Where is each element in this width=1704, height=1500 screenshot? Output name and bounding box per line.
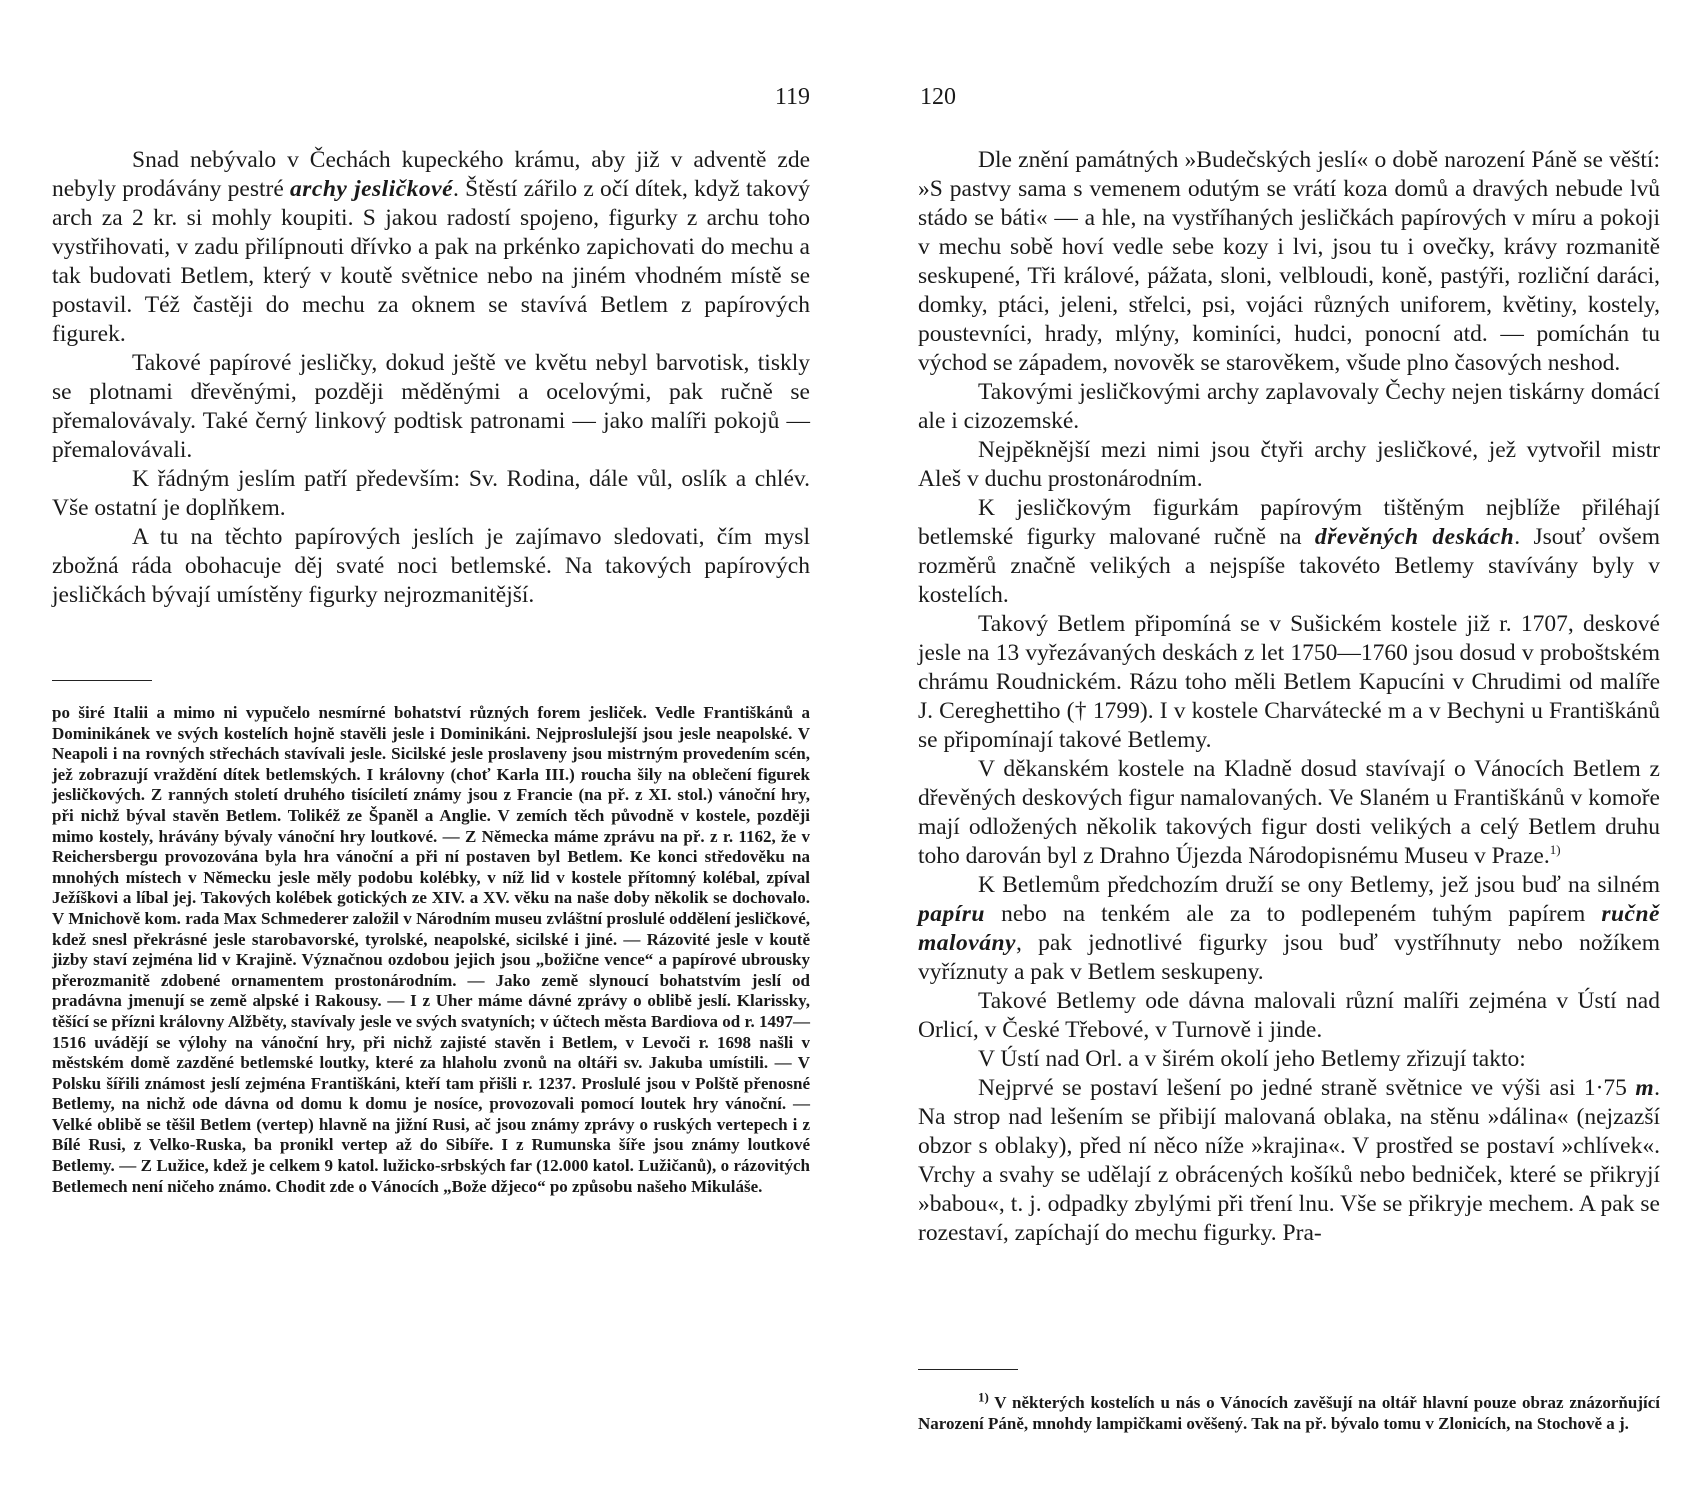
text-run: V děkanském kostele na Kladně dosud stavívají o Vánocích Betlem z dřevěných deskových figur namalovaných. Ve Slaném u Františkánů v komoře mají odložených několik takových figur dosti velikých a celý Betlem druhu toho darován byl z Drahno Újezda Národopisnému Museu v Praze. xyxy=(918,756,1660,869)
main-text xyxy=(52,146,810,610)
paragraph xyxy=(918,494,1660,610)
footnote-marker: 1) xyxy=(978,1389,989,1405)
text-run: Nejprvé se postaví lešení po jedné straně světnice ve výši asi 1·75 xyxy=(978,1075,1636,1101)
text-run: K řádným jeslím patří především: Sv. Rodina, dále vůl, oslík a chlév. Vše ostatní je doplňkem. xyxy=(52,466,810,521)
emphasized-text: archy jesličkové xyxy=(290,176,454,202)
text-run: Nejpěknější mezi nimi jsou čtyři archy jesličkové, jež vytvořil mistr Aleš v duchu prostonárodním. xyxy=(918,437,1660,492)
paragraph xyxy=(918,755,1660,871)
footnote-reference: 1) xyxy=(1549,842,1561,858)
emphasized-text: ručně malovány xyxy=(918,901,1660,956)
text-run: A tu na těchto papírových jeslích je zajímavo sledovati, čím mysl zbožná ráda obohacuje děj svaté noci betlemské. Na takových papírových jesličkách bývají umístěny figurky nejrozmanitější. xyxy=(52,524,810,608)
footnote-text: V některých kostelích u nás o Vánocích zavěšují na oltář hlavní pouze obraz znázorňující Narození Páně, mnohdy lampičkami ověšený. Tak na př. bývalo tomu v Zlonicích, na Stochově a j. xyxy=(918,1393,1660,1433)
text-run: K jesličkovým figurkám papírovým tištěným nejblíže přiléhají betlemské figurky malované ručně na xyxy=(918,495,1660,550)
paragraph xyxy=(918,871,1660,987)
paragraph xyxy=(52,146,810,349)
paragraph xyxy=(918,610,1660,755)
main-text xyxy=(918,146,1660,1248)
paragraph xyxy=(52,523,810,610)
paragraph xyxy=(52,349,810,465)
paragraph xyxy=(918,1045,1660,1074)
text-run: Takový Betlem připomíná se v Sušickém kostele již r. 1707, deskové jesle na 13 vyřezávaných deskách z let 1750—1760 jsou dosud v proboštském chrámu Roudnickém. Rázu toho měli Betlem Kapucíni v Chrudimi od malíře J. Cereghettiho († 1799). I v kostele Charvátecké m a v Bechyni u Františkánů se připomínají takové Betlemy. xyxy=(918,611,1660,753)
paragraph xyxy=(918,146,1660,378)
footnote xyxy=(918,1389,1660,1434)
footnote-separator xyxy=(918,1369,1018,1370)
text-run: Takové Betlemy ode dávna malovali různí malíři zejména v Ústí nad Orlicí, v České Třebové, v Turnově i jinde. xyxy=(918,988,1660,1043)
text-run: nebo na tenkém ale za to podlepeném tuhým papírem xyxy=(985,901,1602,927)
paragraph xyxy=(918,1074,1660,1248)
paragraph xyxy=(52,465,810,523)
text-run: Takové papírové jesličky, dokud ještě ve květu nebyl barvotisk, tiskly se plotnami dřevěnými, později měděnými a ocelovými, pak ručně se přemalovávaly. Také černý linkový podtisk patronami — jako malíři pokojů — přemalovávali. xyxy=(52,350,810,463)
text-run: K Betlemům předchozím druží se ony Betlemy, jež jsou buď na silném xyxy=(978,872,1660,898)
footnote-separator xyxy=(52,680,152,681)
page-number: 119 xyxy=(774,84,810,110)
text-run: Takovými jesličkovými archy zaplavovaly Čechy nejen tiskárny domácí ale i cizozemské. xyxy=(918,379,1660,434)
text-run: Dle znění památných »Budečských jeslí« o době narození Páně se věští: »S pastvy sama s vemenem odutým se vrátí koza domů a dravých nebude lvů stádo se báti« — a hle, na vystříhaných jesličkách papírových v míru a pokoji v mechu sobě hoví vedle sebe kozy i lvi, jsou tu i ovečky, krávy rozmanitě seskupené, Tři králové, pážata, sloni, velbloudi, koně, pastýři, rozliční daráci, domky, ptáci, jeleni, střelci, psi, vojáci různých uniforem, květiny, kostely, poustevníci, hrady, mlýny, kominíci, hudci, ponocní atd. — pomíchán tu východ se západem, novověk se starověkem, všude plno časových neshod. xyxy=(918,147,1660,376)
text-run: . Jsouť ovšem rozměrů značně velikých a nejspíše takovéto Betlemy stavívány byly v kostelích. xyxy=(918,524,1660,608)
text-run: V Ústí nad Orl. a v širém okolí jeho Betlemy zřizují takto: xyxy=(978,1046,1526,1072)
emphasized-text: dřevěných deskách xyxy=(1314,524,1515,550)
emphasized-text: papíru xyxy=(918,901,985,927)
text-run: . Na strop nad lešením se přibijí malovaná oblaka, na stěnu »dálina« (nejzazší obzor s oblaky), před ní něco níže »krajina«. V prostřed se postaví »chlívek«. Vrchy a svahy se udělají z obrácených košíků nebo bedniček, které se přikryjí »babou«, t. j. odpadky zbylými při tření lnu. Vše se přikryje mechem. A pak se rozestaví, zapíchají do mechu figurky. Pra- xyxy=(918,1075,1660,1246)
paragraph xyxy=(918,378,1660,436)
footnote: po širé Italii a mimo ni vypučelo nesmírné bohatství různých forem jesliček. Vedle Františkánů a Dominikánek ve svých kostelích hojně stavěli jesle i Dominikáni. Nejproslulejší jsou jesle neapolské. V Neapoli i na rovných střechách stavívali jesle. Sicilské jesle proslaveny jsou mistrným provedením scén, jež zobrazují vraždění dítek betlemských. I královny (choť Karla III.) roucha šily na oblečení figurek jesličkových. Z ranných století druhého tisíciletí známy jsou z Francie (na př. z XI. stol.) vánoční hry, při nichž býval stavěn Betlem. Tolikéž ze Španěl a Anglie. V zemích těch původně v kostele, později mimo kostely, hrávány bývaly vánoční hry loutkové. — Z Německa máme zprávu na př. z r. 1162, že v Reichersbergu provozována byla hra vánoční a při ní postaven byl Betlem. Ke konci středověku na mnohých místech v Německu jesle měly podobu kolébky, v níž lid v kostele přítomný kolébal, zpíval Ježíškovi a líbal jej. Takových kolébek gotických ze XIV. a XV. věku na naše doby několik se dochovalo. V Mnichově kom. rada Max Schmederer založil v Národním museu zvláštní proslulé oddělení jesličkové, kdež snesl překrásné jesle starobavorské, tyrolské, neapolské, sicilské i jiné. — Rázovité jesle v koutě jizby staví zejména lid v Krajině. Význačnou ozdobou jejich jsou „božične vence“ a papírové ubrousky přerozmanitě zdobené ornamentem prostonárodním. — Jako země slynoucí bohatstvím jeslí od pradávna jmenují se země alpské i Rakousy. — I z Uher máme dávné zprávy o oblibě jeslí. Klarissky, těšící se přízni královny Alžběty, stavívaly jesle ve svých svatyních; v účtech města Bardiova od r. 1497—1516 uvádějí se výlohy na vánoční hry, při nichž zajisté stavěn i Betlem, v Levoči r. 1698 našli v městském domě zazděné betlemské loutky, které za hlaholu zvonů na oltáři sv. Jakuba umístili. — V Polsku šířili známost jeslí zejména Františkáni, kteří tam přišli r. 1237. Proslulé jsou v Polště přenosné Betlemy, na nichž ode dávna od domu k domu je nosíce, provozovali pomocí loutek hry vánoční. — Velké oblibě se těšil Betlem (vertep) hlavně na jižní Rusi, ač jsou známy zprávy o ruských vertepech i z Bílé Rusi, z Velko-Ruska, ba pronikl vertep až do Sibíře. I z Rumunska šíře jsou známy loutkové Betlemy. — Z Lužice, kdež je celkem 9 katol. lužicko-srbských far (12.000 katol. Lužičanů), o rázovitých Betlemech není ničeho známo. Chodit zde o Vánocích „Bože džjeco“ po způsobu našeho Mikuláše. xyxy=(52,703,810,1196)
text-run: Snad nebývalo v Čechách kupeckého krámu, aby již v adventě zde nebyly prodávány pestré xyxy=(52,147,810,202)
paragraph xyxy=(918,987,1660,1045)
page-number: 120 xyxy=(920,84,956,110)
paragraph xyxy=(918,436,1660,494)
emphasized-text: m xyxy=(1635,1075,1655,1101)
text-run: . Štěstí zářilo z očí dítek, když takový arch za 2 kr. si mohly koupiti. S jakou radostí spojeno, figurky z archu toho vystřihovati, v zadu přilípnouti dřívko a pak na prkénko zapichovati do mechu a tak budovati Betlem, který v koutě světnice nebo na jiném vhodném místě se postavil. Též častěji do mechu za oknem se stavívá Betlem z papírových figurek. xyxy=(52,176,810,347)
text-run: , pak jednotlivé figurky jsou buď vystříhnuty nebo nožíkem vyříznuty a pak v Betlem seskupeny. xyxy=(918,930,1660,985)
